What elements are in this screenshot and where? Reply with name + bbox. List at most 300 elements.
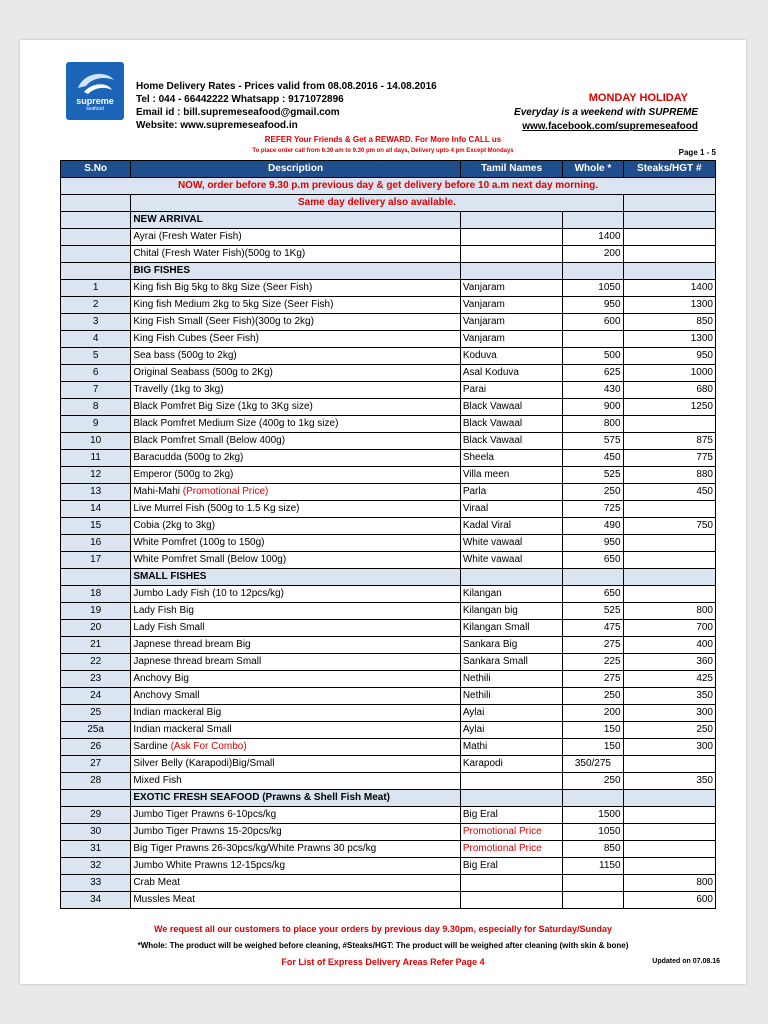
description-text: NEW ARRIVAL — [133, 214, 203, 225]
row-description — [131, 892, 461, 909]
row-tamil-name — [460, 212, 562, 229]
row-description — [131, 807, 461, 824]
description-text: EXOTIC FRESH SEAFOOD (Prawns & Shell Fish Meat) — [133, 792, 391, 803]
row-whole-price: 1050 — [563, 824, 623, 841]
row-whole-price — [563, 892, 623, 909]
table-row — [61, 586, 716, 603]
row-steak-price — [623, 263, 715, 280]
row-whole-price: 350/275 — [563, 756, 623, 773]
row-sno: 12 — [61, 467, 131, 484]
col-whole: Whole * — [563, 161, 623, 178]
row-sno: 3 — [61, 314, 131, 331]
row-steak-price — [623, 756, 715, 773]
row-whole-price: 225 — [563, 654, 623, 671]
website-line: Website: www.supremeseafood.in — [136, 120, 298, 131]
row-steak-price: 750 — [623, 518, 715, 535]
row-steak-price: 950 — [623, 348, 715, 365]
description-text: Black Pomfret Small (Below 400g) — [133, 435, 286, 446]
table-row — [61, 739, 716, 756]
row-whole-price: 200 — [563, 246, 623, 263]
table-row — [61, 841, 716, 858]
row-tamil-name: Vanjaram — [460, 331, 562, 348]
row-description — [131, 280, 461, 297]
row-description — [131, 501, 461, 518]
row-tamil-name: Aylai — [460, 705, 562, 722]
row-whole-price: 250 — [563, 773, 623, 790]
description-text: Jumbo Lady Fish (10 to 12pcs/kg) — [133, 588, 284, 599]
description-text: Mahi-Mahi — [133, 486, 183, 497]
row-tamil-name: Kilangan Small — [460, 620, 562, 637]
row-description — [131, 535, 461, 552]
row-steak-price: 1400 — [623, 280, 715, 297]
description-text: Silver Belly (Karapodi)Big/Small — [133, 758, 275, 769]
description-text: SMALL FISHES — [133, 571, 207, 582]
description-text: Lady Fish Small — [133, 622, 205, 633]
row-whole-price: 625 — [563, 365, 623, 382]
row-steak-price: 880 — [623, 467, 715, 484]
row-sno: 2 — [61, 297, 131, 314]
row-tamil-name: Promotional Price — [460, 824, 562, 841]
row-description — [131, 603, 461, 620]
row-whole-price: 475 — [563, 620, 623, 637]
row-description — [131, 637, 461, 654]
row-description — [131, 824, 461, 841]
row-sno — [61, 790, 131, 807]
table-row — [61, 688, 716, 705]
description-text: Black Pomfret Big Size (1kg to 3Kg size) — [133, 401, 313, 412]
row-whole-price: 1050 — [563, 280, 623, 297]
row-description — [131, 586, 461, 603]
table-row — [61, 365, 716, 382]
row-sno: 22 — [61, 654, 131, 671]
col-sno: S.No — [61, 161, 131, 178]
table-row — [61, 552, 716, 569]
description-text: Mussles Meat — [133, 894, 195, 905]
footer-express: For List of Express Delivery Areas Refer Page 4 — [281, 957, 485, 967]
row-sno: 23 — [61, 671, 131, 688]
row-whole-price: 525 — [563, 603, 623, 620]
row-steak-price: 300 — [623, 705, 715, 722]
row-whole-price: 950 — [563, 297, 623, 314]
row-description — [131, 722, 461, 739]
row-steak-price — [623, 858, 715, 875]
row-sno: 17 — [61, 552, 131, 569]
table-row — [61, 348, 716, 365]
description-text: Indian mackeral Small — [133, 724, 232, 735]
row-steak-price — [623, 552, 715, 569]
description-text: Anchovy Big — [133, 673, 189, 684]
notice-row — [61, 178, 716, 195]
description-text: Baracudda (500g to 2kg) — [133, 452, 244, 463]
row-steak-price: 800 — [623, 875, 715, 892]
row-tamil-name: Vanjaram — [460, 297, 562, 314]
row-whole-price: 800 — [563, 416, 623, 433]
row-description — [131, 773, 461, 790]
description-text: Black Pomfret Medium Size (400g to 1kg size) — [133, 418, 339, 429]
row-sno: 31 — [61, 841, 131, 858]
row-description — [131, 654, 461, 671]
section-row — [61, 263, 716, 280]
contact-block — [136, 80, 437, 132]
row-sno: 25a — [61, 722, 131, 739]
row-sno: 7 — [61, 382, 131, 399]
table-row — [61, 858, 716, 875]
row-whole-price: 650 — [563, 586, 623, 603]
table-row — [61, 314, 716, 331]
table-row — [61, 416, 716, 433]
row-sno: 26 — [61, 739, 131, 756]
section-row — [61, 790, 716, 807]
promo-text: (Promotional Price) — [182, 486, 269, 497]
description-text: Travelly (1kg to 3kg) — [133, 384, 224, 395]
row-sno: 16 — [61, 535, 131, 552]
row-steak-price: 1000 — [623, 365, 715, 382]
row-whole-price: 150 — [563, 739, 623, 756]
row-description — [131, 705, 461, 722]
rates-validity: Home Delivery Rates - Prices valid from 08.08.2016 - 14.08.2016 — [136, 81, 437, 92]
row-whole-price: 1500 — [563, 807, 623, 824]
table-row — [61, 331, 716, 348]
row-sno: 5 — [61, 348, 131, 365]
row-tamil-name: White vawaal — [460, 535, 562, 552]
row-whole-price — [563, 569, 623, 586]
row-sno: 25 — [61, 705, 131, 722]
row-whole-price: 525 — [563, 467, 623, 484]
row-description — [131, 433, 461, 450]
row-whole-price: 430 — [563, 382, 623, 399]
row-sno: 27 — [61, 756, 131, 773]
row-description — [131, 841, 461, 858]
notice-row — [61, 195, 716, 212]
table-row — [61, 382, 716, 399]
row-description — [131, 620, 461, 637]
promo-text: (Ask For Combo) — [170, 741, 247, 752]
notice-order-time: NOW, order before 9.30 p.m previous day & get delivery before 10 a.m next day morning. — [61, 178, 716, 195]
phone-line: Tel : 044 - 66442222 Whatsapp : 9171072896 — [136, 94, 344, 105]
row-description — [131, 739, 461, 756]
description-text: King fish Big 5kg to 8kg Size (Seer Fish) — [133, 282, 313, 293]
table-row — [61, 756, 716, 773]
row-tamil-name — [460, 773, 562, 790]
row-description — [131, 212, 461, 229]
table-row — [61, 875, 716, 892]
row-tamil-name: Black Vawaal — [460, 416, 562, 433]
row-steak-price: 450 — [623, 484, 715, 501]
row-whole-price: 900 — [563, 399, 623, 416]
table-row — [61, 535, 716, 552]
row-sno — [61, 263, 131, 280]
tagline: Everyday is a weekend with SUPREME — [514, 107, 698, 118]
row-steak-price — [623, 824, 715, 841]
row-whole-price: 1400 — [563, 229, 623, 246]
table-row — [61, 620, 716, 637]
row-description — [131, 331, 461, 348]
row-sno: 11 — [61, 450, 131, 467]
description-text: BIG FISHES — [133, 265, 190, 276]
row-steak-price — [623, 790, 715, 807]
row-tamil-name: Promotional Price — [460, 841, 562, 858]
row-whole-price: 575 — [563, 433, 623, 450]
row-tamil-name: Koduva — [460, 348, 562, 365]
row-whole-price: 250 — [563, 688, 623, 705]
price-list-page — [20, 40, 746, 984]
row-description — [131, 348, 461, 365]
table-row — [61, 824, 716, 841]
description-text: Crab Meat — [133, 877, 180, 888]
description-text: Chital (Fresh Water Fish)(500g to 1Kg) — [133, 248, 306, 259]
row-whole-price — [563, 875, 623, 892]
row-steak-price — [623, 416, 715, 433]
table-row — [61, 603, 716, 620]
row-tamil-name: White vawaal — [460, 552, 562, 569]
row-whole-price: 275 — [563, 671, 623, 688]
row-tamil-name: Kilangan big — [460, 603, 562, 620]
row-tamil-name: Karapodi — [460, 756, 562, 773]
row-steak-price: 1250 — [623, 399, 715, 416]
row-description — [131, 382, 461, 399]
description-text: Japnese thread bream Small — [133, 656, 262, 667]
row-steak-price: 775 — [623, 450, 715, 467]
row-steak-price — [623, 501, 715, 518]
row-tamil-name: Nethili — [460, 671, 562, 688]
row-whole-price: 250 — [563, 484, 623, 501]
description-text: Original Seabass (500g to 2Kg) — [133, 367, 273, 378]
row-whole-price: 950 — [563, 535, 623, 552]
row-whole-price — [563, 212, 623, 229]
row-whole-price: 850 — [563, 841, 623, 858]
table-row — [61, 773, 716, 790]
row-sno: 24 — [61, 688, 131, 705]
row-tamil-name: Nethili — [460, 688, 562, 705]
table-row — [61, 297, 716, 314]
row-sno: 28 — [61, 773, 131, 790]
row-whole-price — [563, 790, 623, 807]
description-text: Indian mackeral Big — [133, 707, 222, 718]
table-row — [61, 671, 716, 688]
row-steak-price: 680 — [623, 382, 715, 399]
description-text: King Fish Cubes (Seer Fish) — [133, 333, 259, 344]
footer-weight-note: *Whole: The product will be weighed before cleaning, #Steaks/HGT: The product will be weighed after cleaning (with skin & bone) — [137, 941, 629, 950]
row-sno: 30 — [61, 824, 131, 841]
updated-date: Updated on 07.08.16 — [652, 958, 720, 965]
row-tamil-name: Parai — [460, 382, 562, 399]
row-tamil-name — [460, 246, 562, 263]
table-row — [61, 705, 716, 722]
row-description — [131, 552, 461, 569]
row-sno: 14 — [61, 501, 131, 518]
row-tamil-name — [460, 875, 562, 892]
row-steak-price — [623, 246, 715, 263]
row-description — [131, 569, 461, 586]
row-steak-price — [623, 229, 715, 246]
monday-holiday: MONDAY HOLIDAY — [588, 92, 688, 104]
row-description — [131, 467, 461, 484]
row-steak-price: 700 — [623, 620, 715, 637]
row-steak-price: 425 — [623, 671, 715, 688]
row-steak-price: 850 — [623, 314, 715, 331]
row-description — [131, 450, 461, 467]
row-sno — [61, 246, 131, 263]
row-sno: 33 — [61, 875, 131, 892]
logo-text: supreme — [76, 96, 114, 106]
description-text: Ayrai (Fresh Water Fish) — [133, 231, 242, 242]
table-row — [61, 637, 716, 654]
row-tamil-name: Black Vawaal — [460, 433, 562, 450]
row-description — [131, 518, 461, 535]
row-sno: 29 — [61, 807, 131, 824]
email-line: Email id : bill.supremeseafood@gmail.com — [136, 107, 340, 118]
row-tamil-name: Black Vawaal — [460, 399, 562, 416]
description-text: Emperor (500g to 2kg) — [133, 469, 234, 480]
row-description — [131, 229, 461, 246]
description-text: Jumbo Tiger Prawns 15-20pcs/kg — [133, 826, 282, 837]
row-description — [131, 671, 461, 688]
description-text: Live Murrel Fish (500g to 1.5 Kg size) — [133, 503, 300, 514]
row-steak-price — [623, 535, 715, 552]
row-tamil-name — [460, 892, 562, 909]
row-whole-price — [563, 331, 623, 348]
row-steak-price: 250 — [623, 722, 715, 739]
description-text: Jumbo White Prawns 12-15pcs/kg — [133, 860, 286, 871]
row-sno: 13 — [61, 484, 131, 501]
row-sno — [61, 229, 131, 246]
row-tamil-name: Aylai — [460, 722, 562, 739]
table-row — [61, 229, 716, 246]
row-steak-price — [623, 586, 715, 603]
table-row — [61, 501, 716, 518]
row-tamil-name: Villa meen — [460, 467, 562, 484]
description-text: Big Tiger Prawns 26-30pcs/kg/White Prawns 30 pcs/kg — [133, 843, 377, 854]
col-steaks: Steaks/HGT # — [623, 161, 715, 178]
row-sno: 8 — [61, 399, 131, 416]
row-description — [131, 484, 461, 501]
description-text: Sea bass (500g to 2kg) — [133, 350, 237, 361]
table-row — [61, 246, 716, 263]
table-row — [61, 892, 716, 909]
row-description — [131, 246, 461, 263]
facebook-link[interactable]: www.facebook.com/supremeseafood — [522, 121, 698, 132]
row-steak-price — [623, 841, 715, 858]
row-steak-price: 1300 — [623, 331, 715, 348]
table-row — [61, 467, 716, 484]
row-tamil-name: Mathi — [460, 739, 562, 756]
description-text: White Pomfret (100g to 150g) — [133, 537, 265, 548]
row-tamil-name: Big Eral — [460, 807, 562, 824]
description-text: Jumbo Tiger Prawns 6-10pcs/kg — [133, 809, 277, 820]
row-whole-price: 500 — [563, 348, 623, 365]
row-whole-price: 450 — [563, 450, 623, 467]
row-description — [131, 365, 461, 382]
description-text: King fish Medium 2kg to 5kg Size (Seer Fish) — [133, 299, 334, 310]
table-row — [61, 450, 716, 467]
description-text: Anchovy Small — [133, 690, 200, 701]
row-whole-price: 600 — [563, 314, 623, 331]
row-tamil-name: Kadal Viral — [460, 518, 562, 535]
row-sno: 1 — [61, 280, 131, 297]
notice-same-day: Same day delivery also available. — [131, 195, 623, 212]
row-sno: 6 — [61, 365, 131, 382]
row-sno: 21 — [61, 637, 131, 654]
row-tamil-name — [460, 229, 562, 246]
row-description — [131, 790, 461, 807]
row-tamil-name: Vanjaram — [460, 280, 562, 297]
row-tamil-name — [460, 263, 562, 280]
row-whole-price: 200 — [563, 705, 623, 722]
row-whole-price — [563, 263, 623, 280]
footer-request: We request all our customers to place your orders by previous day 9.30pm, especially for Saturday/Sunday — [154, 924, 612, 934]
row-whole-price: 150 — [563, 722, 623, 739]
row-sno: 19 — [61, 603, 131, 620]
row-description — [131, 688, 461, 705]
col-description: Description — [131, 161, 461, 178]
row-steak-price: 300 — [623, 739, 715, 756]
row-sno — [61, 569, 131, 586]
row-sno: 4 — [61, 331, 131, 348]
table-row — [61, 654, 716, 671]
logo-subtext: seafood — [86, 106, 104, 112]
description-text: Sardine — [133, 741, 171, 752]
row-whole-price: 275 — [563, 637, 623, 654]
row-description — [131, 756, 461, 773]
row-sno: 15 — [61, 518, 131, 535]
row-tamil-name: Sheela — [460, 450, 562, 467]
table-row — [61, 399, 716, 416]
row-tamil-name — [460, 790, 562, 807]
row-whole-price: 1150 — [563, 858, 623, 875]
row-steak-price — [623, 212, 715, 229]
description-text: White Pomfret Small (Below 100g) — [133, 554, 287, 565]
row-description — [131, 297, 461, 314]
row-sno — [61, 212, 131, 229]
row-description — [131, 263, 461, 280]
row-steak-price: 800 — [623, 603, 715, 620]
row-whole-price: 725 — [563, 501, 623, 518]
row-steak-price: 400 — [623, 637, 715, 654]
table-row — [61, 433, 716, 450]
row-sno: 32 — [61, 858, 131, 875]
row-sno: 18 — [61, 586, 131, 603]
row-tamil-name: Big Eral — [460, 858, 562, 875]
row-steak-price: 350 — [623, 688, 715, 705]
row-description — [131, 858, 461, 875]
row-tamil-name: Parla — [460, 484, 562, 501]
row-description — [131, 314, 461, 331]
row-description — [131, 875, 461, 892]
row-steak-price: 600 — [623, 892, 715, 909]
row-steak-price: 1300 — [623, 297, 715, 314]
table-header — [61, 161, 716, 178]
price-table — [60, 160, 716, 909]
row-steak-price: 360 — [623, 654, 715, 671]
row-steak-price: 875 — [623, 433, 715, 450]
col-tamil: Tamil Names — [460, 161, 562, 178]
order-time-notice: To place order call from 6.30 am to 9.30 pm on all days, Delivery upto 4 pm Except Mondays — [252, 148, 514, 154]
row-steak-price — [623, 807, 715, 824]
row-description — [131, 399, 461, 416]
row-tamil-name — [460, 569, 562, 586]
supreme-logo — [66, 62, 124, 120]
row-whole-price: 490 — [563, 518, 623, 535]
row-steak-price: 350 — [623, 773, 715, 790]
section-row — [61, 569, 716, 586]
row-sno: 34 — [61, 892, 131, 909]
description-text: Lady Fish Big — [133, 605, 194, 616]
row-tamil-name: Kilangan — [460, 586, 562, 603]
row-sno: 20 — [61, 620, 131, 637]
table-row — [61, 484, 716, 501]
row-whole-price: 650 — [563, 552, 623, 569]
row-sno: 10 — [61, 433, 131, 450]
